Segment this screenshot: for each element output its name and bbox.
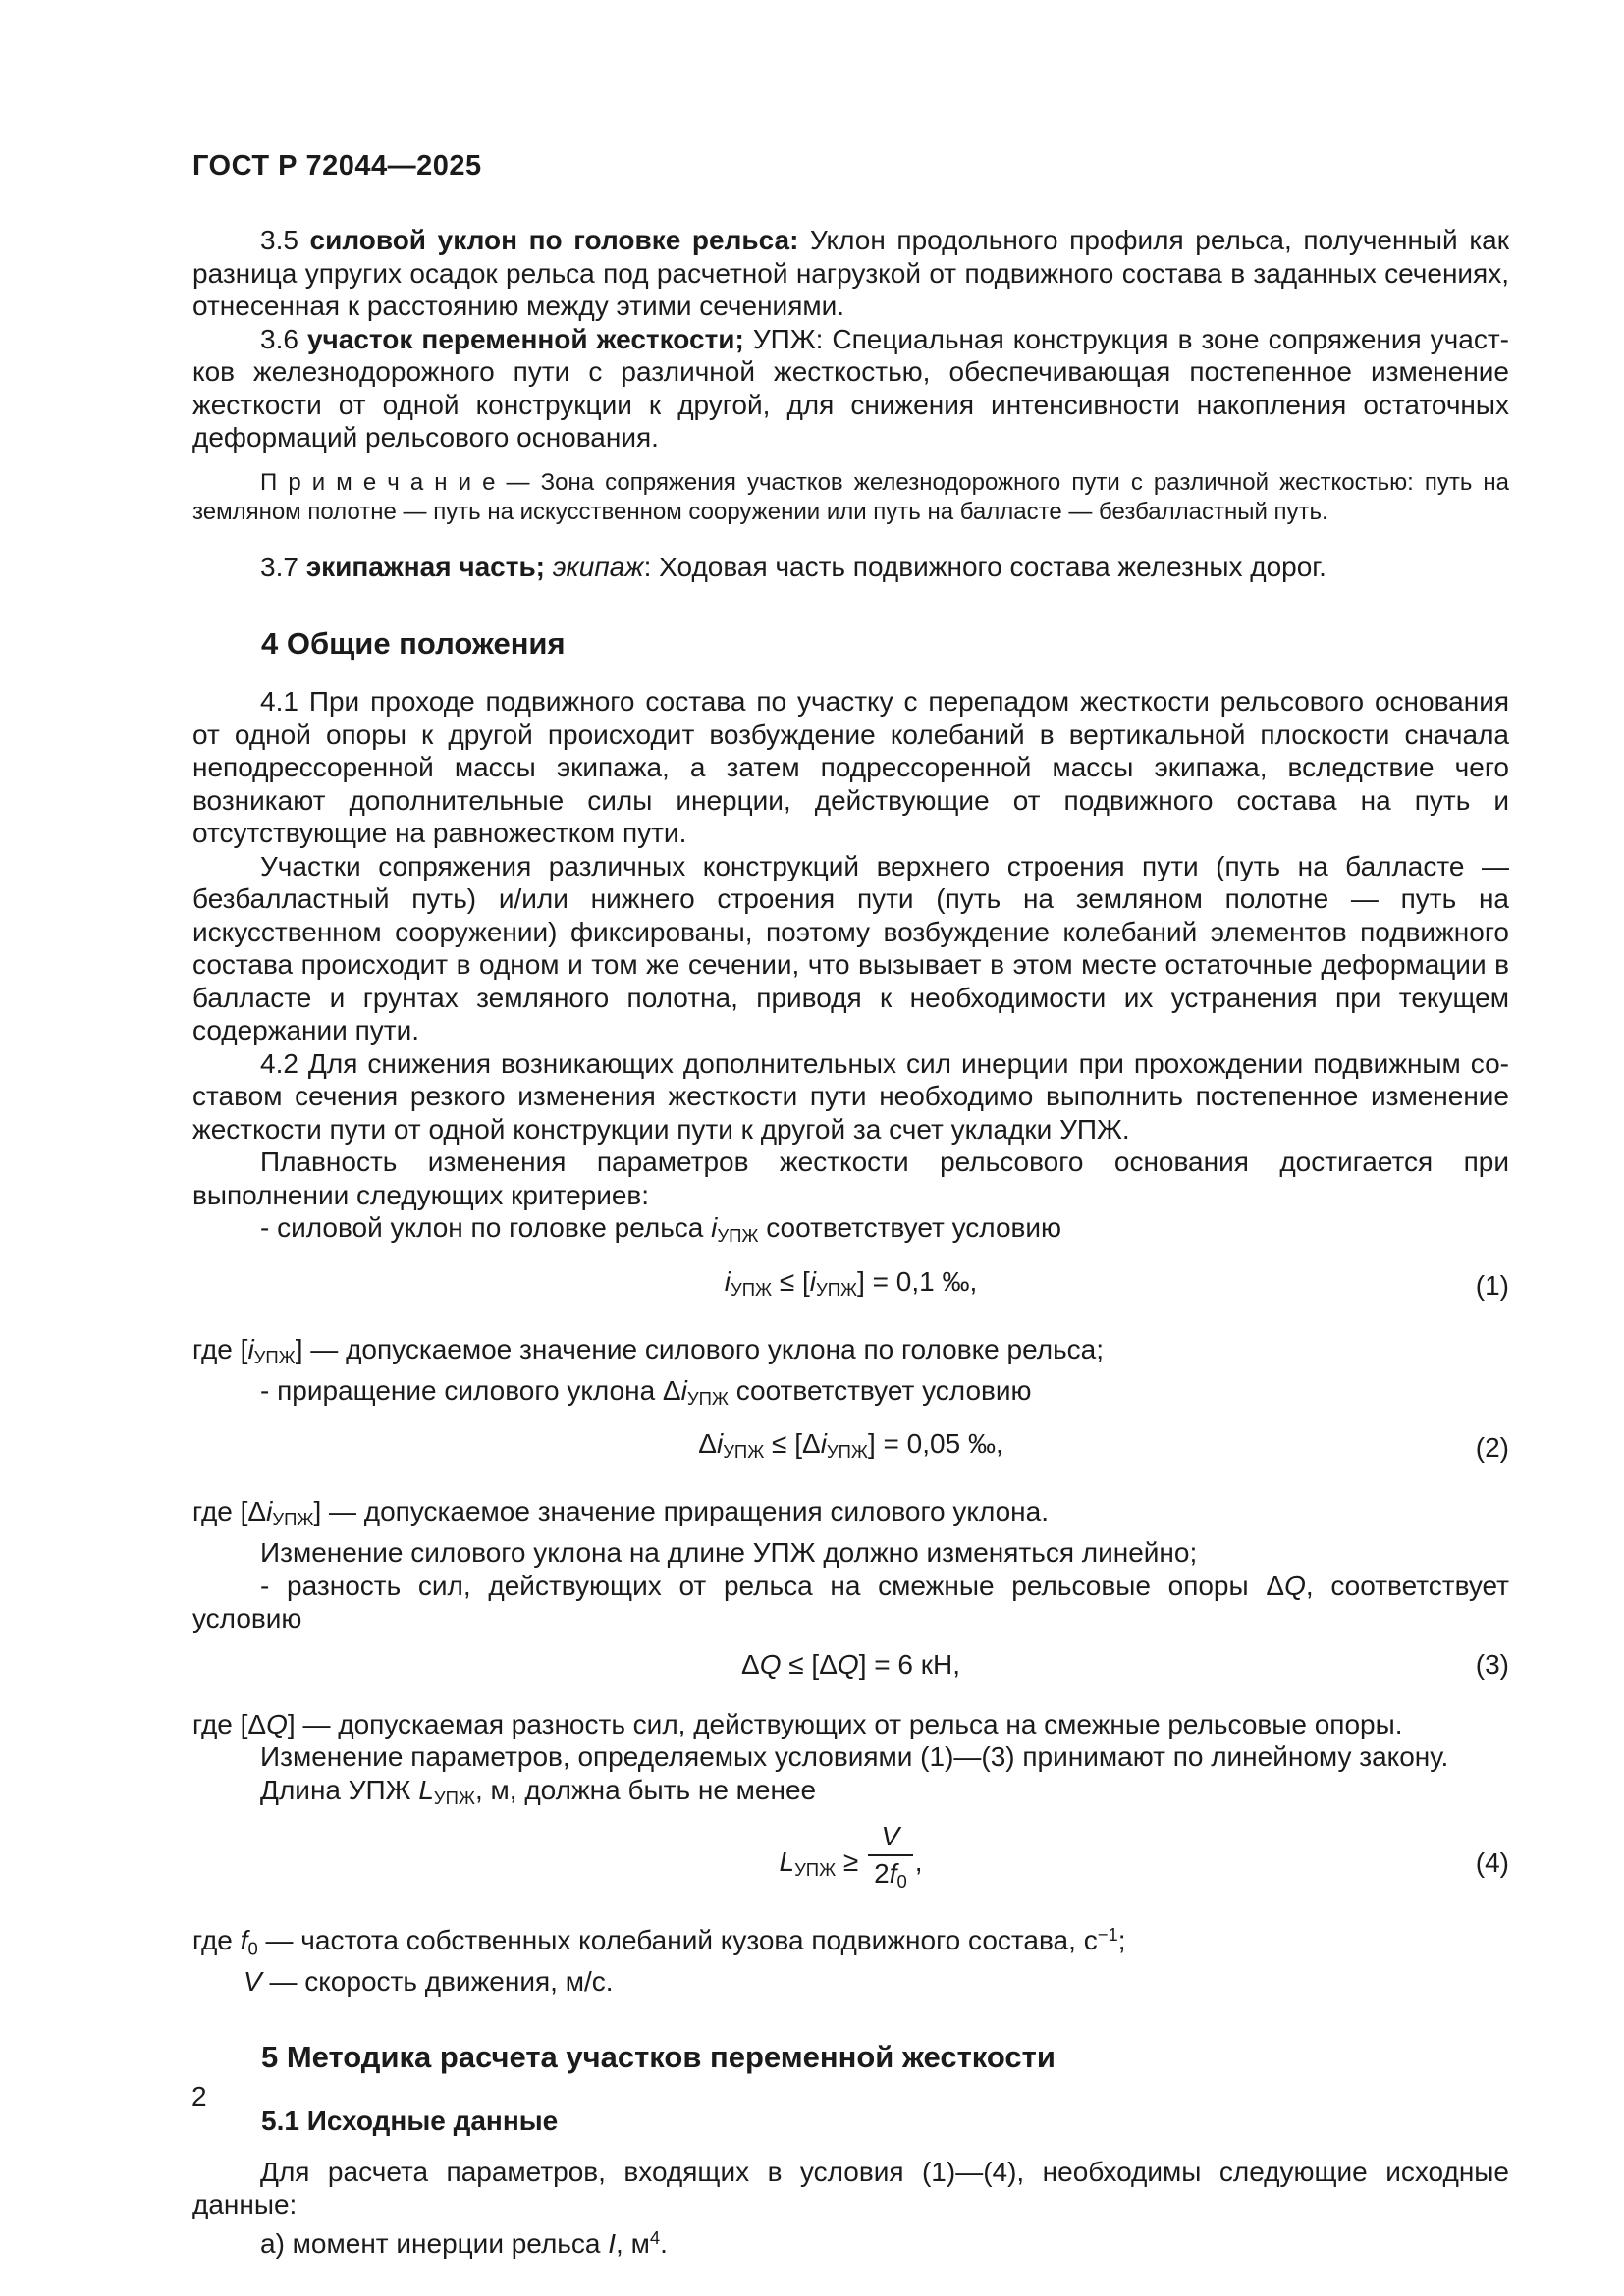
formula-4-expression: LУПЖ ≥ $\frac{V}{2f0}$ , — [779, 1821, 923, 1893]
where-slope: где [iУПЖ] — допускаемое значение силового уклона по головке рельса; — [192, 1333, 1105, 1368]
list-item-increment: - приращение силового уклона ΔiУПЖ соответствует условию — [260, 1374, 1032, 1409]
heading-section-5-1: 5.1 Исходные данные — [261, 2105, 559, 2136]
para-4-2: 4.2 Для снижения возникающих дополнительных сил инерции при прохождении подвижным составом сечения резкого изменения жесткости пути необходимо выполнить постепенное изменение жесткости пути от одной конструкции пути к другой за счет укладки УПЖ. — [192, 1047, 1509, 1145]
document-number: ГОСТ Р 72044—2025 — [192, 150, 482, 182]
page-content — [192, 149, 1509, 2261]
list-item-slope: - силовой уклон по головке рельса iУПЖ соответствует условию — [260, 1212, 1062, 1247]
heading-section-5: 5 Методика расчета участков переменной жесткости — [261, 2039, 1056, 2074]
formula-1 — [192, 1264, 1509, 1308]
term-3-6: 3.6 участок переменной жесткости; УПЖ: Специальная конструкция в зоне сопряжения участков железнодорожного пути с различной жесткостью, обеспечивающая постепенное изменение жесткости от одной конструкции к другой, для снижения интенсивности накопления остаточных деформаций рельсового основания. — [192, 323, 1509, 453]
formula-3 — [192, 1647, 1509, 1682]
para-4-2-criteria: Плавность изменения параметров жесткости рельсового основания достигается при выполнении следующих критериев: — [192, 1147, 1509, 1210]
para-length-intro: Длина УПЖ LУПЖ, м, должна быть не менее — [260, 1774, 817, 1808]
formula-3-expression: ΔQ ≤ [ΔQ] = 6 кН, — [741, 1648, 960, 1680]
para-4-1: 4.1 При проходе подвижного состава по участку с перепадом жесткости рельсового основания от одной опоры к другой происходит возбуждение колебаний в вертикальной плоскости сначала неподрессоренной массы экипажа, а затем подрессоренной массы экипажа, вследствие чего возникают дополнительные силы инерции, действующие от подвижного состава на путь и отсутствующие на равножестком пути. — [192, 686, 1509, 848]
para-linear-change: Изменение силового уклона на длине УПЖ должно изменяться линейно; — [260, 1537, 1198, 1569]
formula-1-number: (1) — [1475, 1269, 1509, 1301]
where-f0: где f0 — частота собственных колебаний кузова подвижного состава, $с^{-1}$; — [192, 1924, 1126, 1959]
para-4-1-cont: Участки сопряжения различных конструкций верхнего строения пути (путь на балласте — безбалластный путь) и/или нижнего строения пути (путь на земляном полотне — путь на искусственном сооружении) фиксированы, поэтому возбуждение колебаний элементов подвижного состава происходит в одном и том же сечении, что вызывает в этом месте остаточные деформации в балласте и грунтах земляного полотна, приводя к необходимости их устранения при текущем содержании пути. — [192, 850, 1509, 1045]
list-item-force: - разность сил, действующих от рельса на смежные рельсовые опоры ΔQ, соответствует условию — [192, 1570, 1509, 1634]
formula-1-expression: iУПЖ ≤ [iУПЖ] = 0,1 ‰, — [724, 1265, 978, 1300]
formula-4 — [192, 1821, 1509, 1902]
page-number: 2 — [191, 2081, 207, 2111]
formula-2-expression: ΔiУПЖ ≤ [ΔiУПЖ] = 0,05 ‰, — [698, 1428, 1003, 1463]
term-3-7: 3.7 экипажная часть; экипаж: Ходовая часть подвижного состава железных дорог. — [260, 551, 1326, 582]
where-force: где [ΔQ] — допускаемая разность сил, действующих от рельса на смежные рельсовые опоры. — [192, 1708, 1403, 1739]
para-params-linear: Изменение параметров, определяемых условиями (1)—(3) принимают по линейному закону. — [260, 1741, 1449, 1773]
where-increment: где [ΔiУПЖ] — допускаемое значение приращения силового уклона. — [192, 1496, 1049, 1530]
note-3-6: П р и м е ч а н и е — Зона сопряжения участков железнодорожного пути с различной жесткостью: путь на земляном полотне — путь на искусственном сооружении или путь на балласте — безбалластный путь. — [192, 468, 1510, 525]
formula-2 — [192, 1426, 1509, 1469]
heading-section-4: 4 Общие положения — [261, 626, 566, 661]
formula-4-number: (4) — [1475, 1847, 1509, 1879]
term-3-5: 3.5 силовой уклон по головке рельса: Уклон продольного профиля рельса, полученный как разница упругих осадок рельса под расчетной нагрузкой от подвижного состава в заданных сечениях, отнесенная к расстоянию между этими сечениями. — [192, 225, 1509, 321]
where-v: V — скорость движения, м/с. — [244, 1966, 614, 1998]
para-5-1-intro: Для расчета параметров, входящих в условия (1)—(4), необходимы следующие исходные данные: — [192, 2156, 1509, 2220]
formula-3-number: (3) — [1475, 1648, 1509, 1680]
formula-2-number: (2) — [1475, 1432, 1509, 1464]
list-item-a: а) момент инерции рельса I, $м^4$. — [260, 2226, 668, 2260]
